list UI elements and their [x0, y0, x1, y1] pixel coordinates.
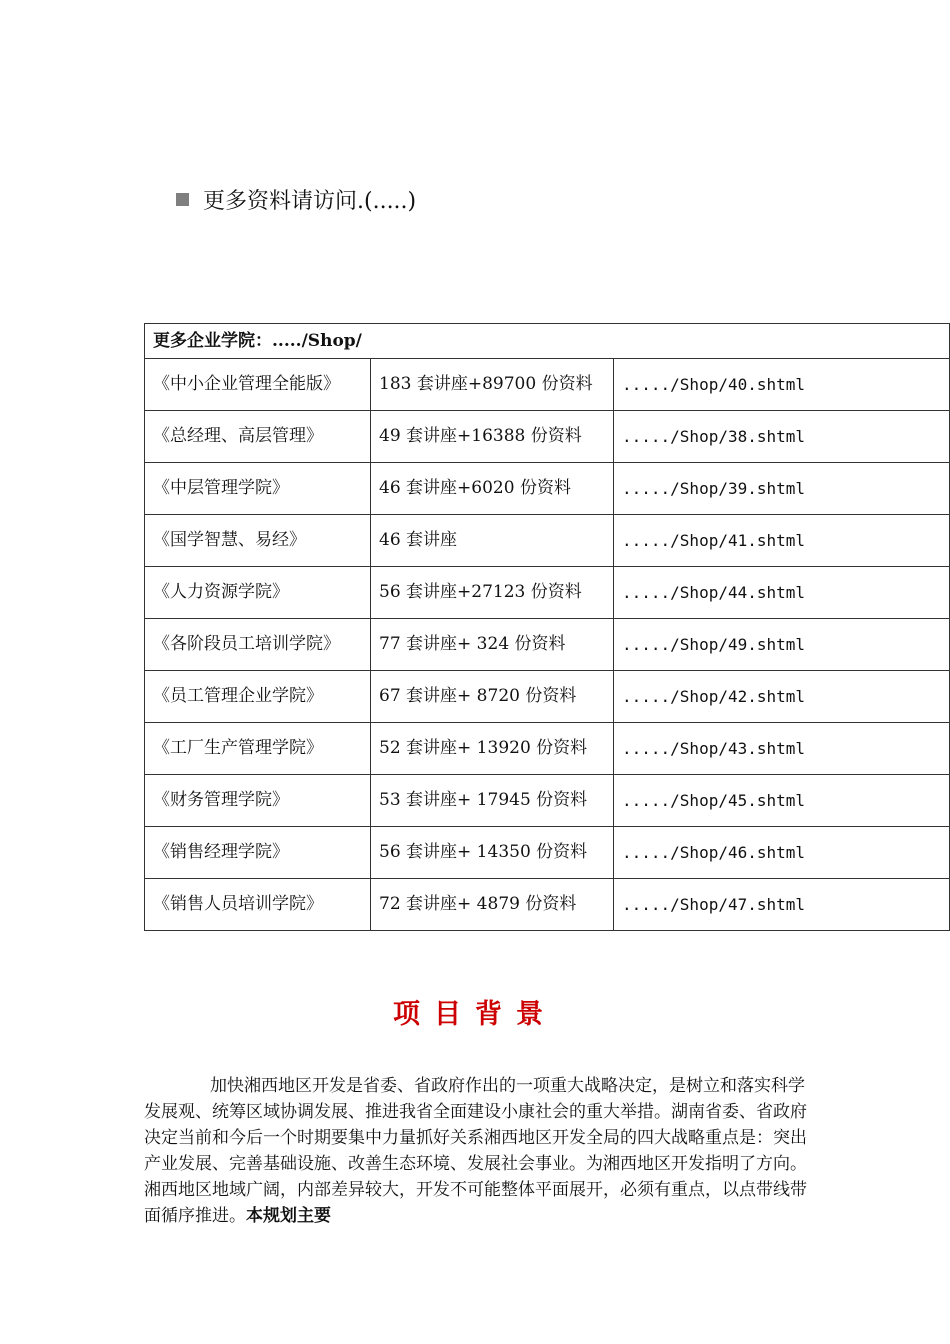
course-name: 《财务管理学院》 [145, 775, 371, 827]
course-content: 52 套讲座+ 13920 份资料 [371, 723, 614, 775]
section-title: 项目背景 [393, 999, 557, 1030]
course-content: 53 套讲座+ 17945 份资料 [371, 775, 614, 827]
course-link[interactable]: ...../Shop/47.shtml [614, 879, 950, 931]
table-row [145, 515, 950, 567]
course-content: 49 套讲座+16388 份资料 [371, 411, 614, 463]
course-table [144, 323, 950, 931]
course-link[interactable]: ...../Shop/46.shtml [614, 827, 950, 879]
course-content: 67 套讲座+ 8720 份资料 [371, 671, 614, 723]
course-content: 183 套讲座+89700 份资料 [371, 359, 614, 411]
course-name: 《各阶段员工培训学院》 [145, 619, 371, 671]
course-link[interactable]: ...../Shop/44.shtml [614, 567, 950, 619]
course-name: 《员工管理企业学院》 [145, 671, 371, 723]
paragraph-text: 加快湘西地区开发是省委、省政府作出的一项重大战略决定，是树立和落实科学发展观、统筹区域协调发展、推进我省全面建设小康社会的重大举措。湖南省委、省政府决定当前和今后一个时期要集中力量抓好关系湘西地区开发全局的四大战略重点是：突出产业发展、完善基础设施、改善生态环境、发展社会事业。为湘西地区开发指明了方向。湘西地区地域广阔，内部差异较大，开发不可能整体平面展开，必须有重点，以点带线带面循序推进。 [144, 1076, 807, 1226]
course-link[interactable]: ...../Shop/39.shtml [614, 463, 950, 515]
course-name: 《中小企业管理全能版》 [145, 359, 371, 411]
course-link[interactable]: ...../Shop/40.shtml [614, 359, 950, 411]
table-row [145, 671, 950, 723]
table-row [145, 359, 950, 411]
body-paragraph [144, 1073, 809, 1229]
course-link[interactable]: ...../Shop/45.shtml [614, 775, 950, 827]
course-link[interactable]: ...../Shop/41.shtml [614, 515, 950, 567]
course-name: 《销售经理学院》 [145, 827, 371, 879]
course-name: 《销售人员培训学院》 [145, 879, 371, 931]
course-content: 56 套讲座+ 14350 份资料 [371, 827, 614, 879]
course-content: 72 套讲座+ 4879 份资料 [371, 879, 614, 931]
course-content: 56 套讲座+27123 份资料 [371, 567, 614, 619]
table-row [145, 775, 950, 827]
course-name: 《国学智慧、易经》 [145, 515, 371, 567]
paragraph-bold-tail: 本规划主要 [246, 1206, 331, 1226]
course-name: 《总经理、高层管理》 [145, 411, 371, 463]
course-link[interactable]: ...../Shop/38.shtml [614, 411, 950, 463]
visit-notice-text: 更多资料请访问.(.....) [203, 189, 417, 214]
course-link[interactable]: ...../Shop/49.shtml [614, 619, 950, 671]
course-link[interactable]: ...../Shop/42.shtml [614, 671, 950, 723]
table-row [145, 723, 950, 775]
table-header-row [145, 324, 950, 359]
table-row [145, 879, 950, 931]
visit-notice [176, 184, 416, 215]
course-content: 46 套讲座+6020 份资料 [371, 463, 614, 515]
table-header: 更多企业学院：...../Shop/ [145, 324, 950, 359]
course-content: 77 套讲座+ 324 份资料 [371, 619, 614, 671]
course-content: 46 套讲座 [371, 515, 614, 567]
table-row [145, 567, 950, 619]
course-name: 《中层管理学院》 [145, 463, 371, 515]
course-link[interactable]: ...../Shop/43.shtml [614, 723, 950, 775]
square-bullet-icon [176, 193, 189, 206]
table-row [145, 463, 950, 515]
table-row [145, 827, 950, 879]
course-name: 《工厂生产管理学院》 [145, 723, 371, 775]
table-row [145, 619, 950, 671]
table-row [145, 411, 950, 463]
course-name: 《人力资源学院》 [145, 567, 371, 619]
